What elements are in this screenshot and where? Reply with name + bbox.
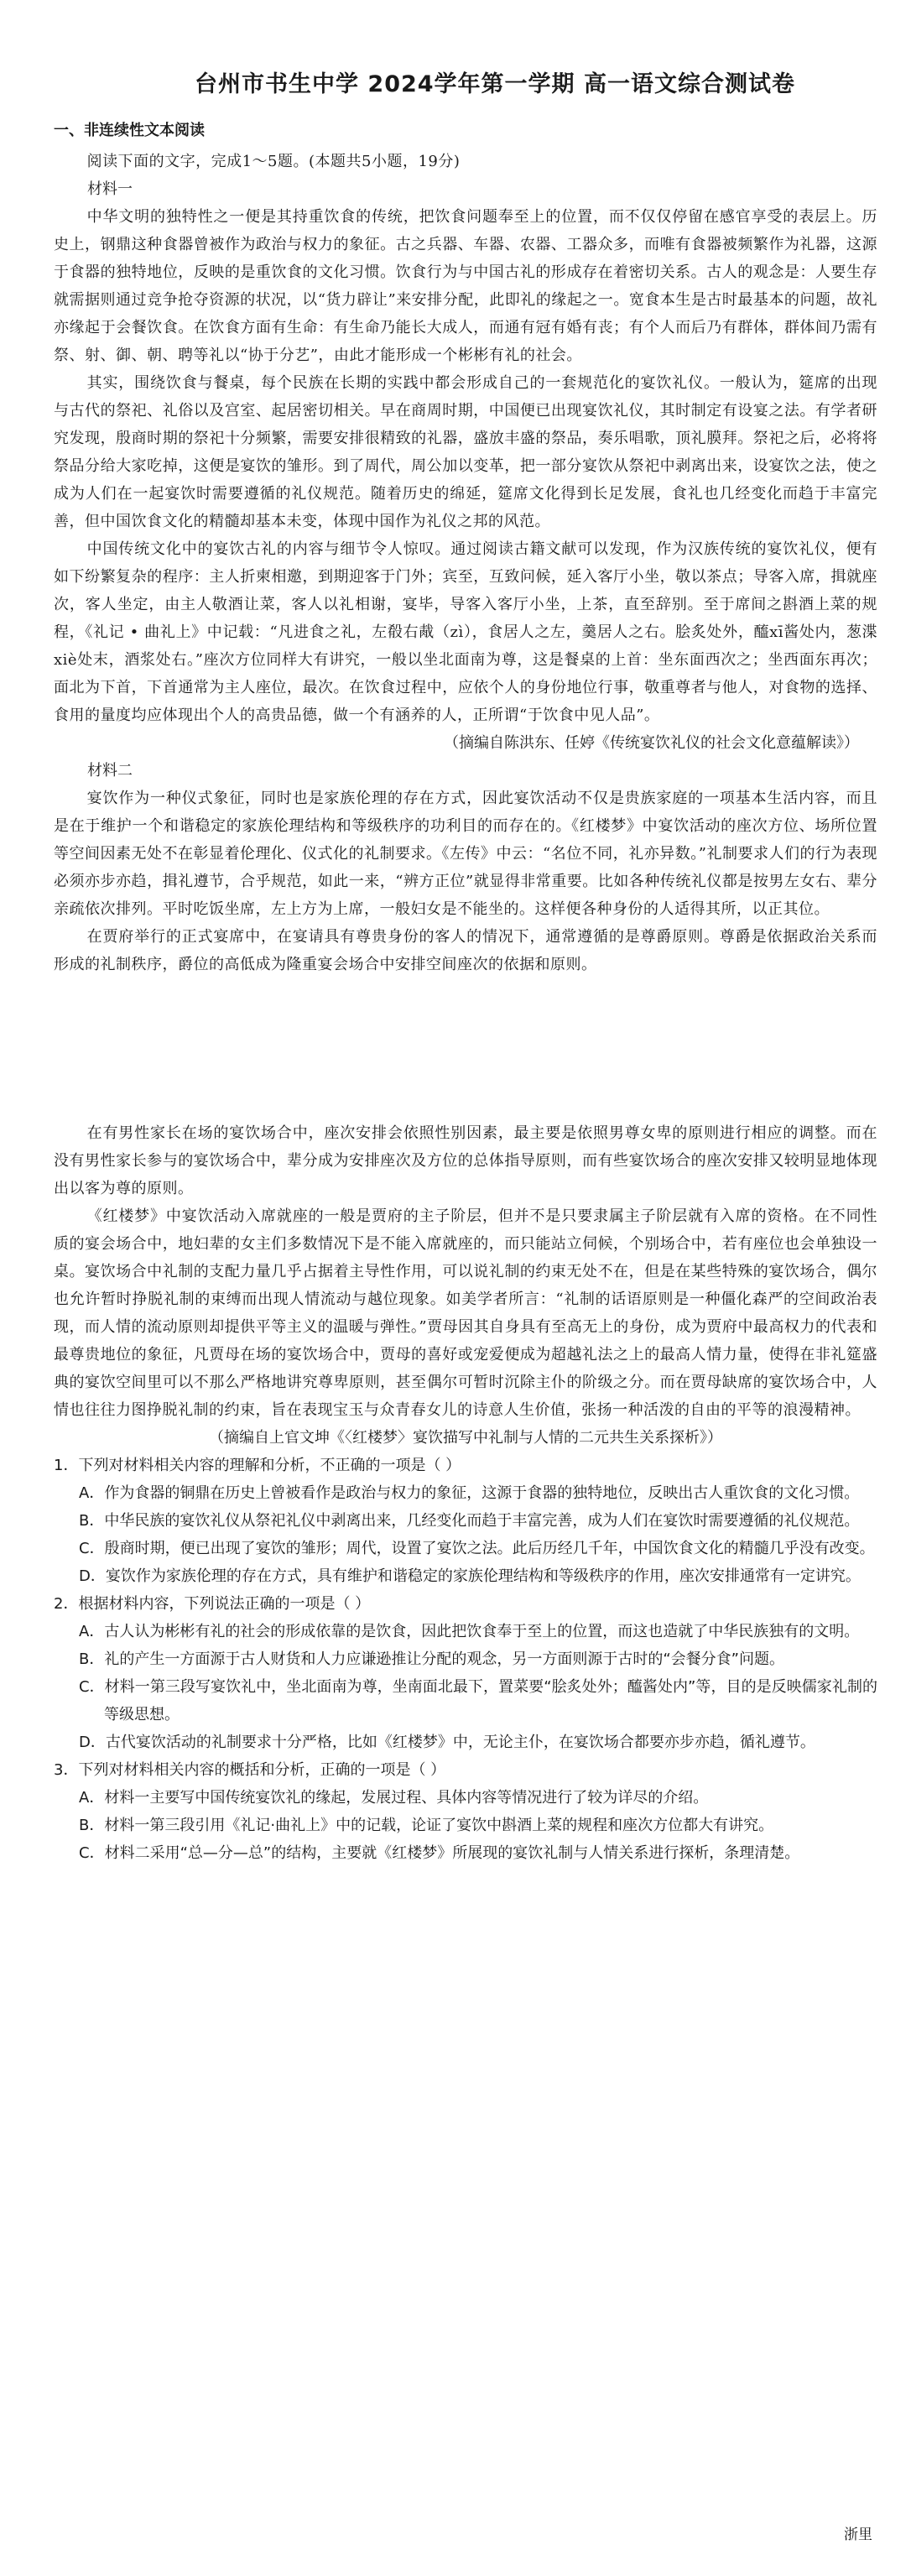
question-2 bbox=[54, 1590, 877, 1756]
material-two-paragraph: 宴饮作为一种仪式象征，同时也是家族伦理的存在方式，因此宴饮活动不仅是贵族家庭的一项基本生活内容，而且是在于维护一个和谐稳定的家族伦理结构和等级秩序的功利目的而存在的。《红楼梦》中宴饮活动的座次方位、场所位置等空间因素无处不在彰显着伦理化、仪式化的礼制要求。《左传》中云：“名位不同，礼亦异数。”礼制要求人们的行为表现必须亦步亦趋，揖礼遵节，合乎规范，如此一来，“辨方正位”就显得非常重要。比如各种传统礼仪都是按男左女右、辈分亲疏依次排列。平时吃饭坐席，左上方为上席，一般妇女是不能坐的。这样便各种身份的人适得其所，以正其位。 bbox=[54, 790, 877, 918]
question-option: C．材料一第三段写宴饮礼中，坐北面南为尊，坐南面北最下，置菜要“脍炙处外；醯酱处内”等，目的是反映儒家礼制的等级思想。 bbox=[79, 1678, 877, 1723]
section-heading: 一、非连续性文本阅读 bbox=[54, 122, 205, 139]
material-one-source: （摘编自陈洪东、任婷《传统宴饮礼仪的社会文化意蕴解读》） bbox=[444, 734, 859, 752]
material-one-label: 材料一 bbox=[87, 180, 133, 198]
question-option: A．古人认为彬彬有礼的社会的形成依靠的是饮食，因此把饮食奉于至上的位置，而这也造就了中华民族独有的文明。 bbox=[79, 1623, 860, 1640]
question-option: D．古代宴饮活动的礼制要求十分严格，比如《红楼梦》中，无论主仆，在宴饮场合都要亦步亦趋，循礼遵节。 bbox=[79, 1734, 815, 1751]
material-two-paragraph: 《红楼梦》中宴饮活动入席就座的一般是贾府的主子阶层，但并不是只要隶属主子阶层就有入席的资格。在不同性质的宴会场合中，地妇辈的女主们多数情况下是不能入席就座的，而只能站立伺候，个别场合中，若有座位也会单独设一桌。宴饮场合中礼制的支配力量几乎占据着主导性作用，可以说礼制的约束无处不在，但是在某些特殊的宴饮场合，偶尔也允许暂时挣脱礼制的束缚而出现人情流动与越位现象。如美学者所言：“礼制的话语原则是一种僵化森严的空间政治表现，而人情的流动原则却提供平等主义的温暖与弹性。”贾母因其自身具有至高无上的身份，成为贾府中最高权力的代表和最尊贵地位的象征，凡贾母在场的宴饮场合中，贾母的喜好或宠爱便成为超越礼法之上的最高人情力量，使得在非礼筵盛典的宴饮空间里可以不那么严格地讲究尊卑原则，甚至偶尔可暂时沉除主仆的阶级之分。而在贾母缺席的宴饮场合中，人情也往往力图挣脱礼制的约束，旨在表现宝玉与众青春女儿的诗意人生价值，张扬一种活泼的自由的平等的浪漫精神。 bbox=[54, 1207, 877, 1419]
question-option: B．材料一第三段引用《礼记·曲礼上》中的记载，论证了宴饮中斟酒上菜的规程和座次方位都大有讲究。 bbox=[79, 1817, 774, 1834]
material-one-paragraph: 中华文明的独特性之一便是其持重饮食的传统，把饮食问题奉至上的位置，而不仅仅停留在感官享受的表层上。历史上，钢鼎这种食器曾被作为政治与权力的象征。古之兵器、车器、农器、工器众多，而唯有食器被频繁作为礼器，这源于食器的独特地位，反映的是重饮食的文化习惯。饮食行为与中国古礼的形成存在着密切关系。古人的观念是：人要生存就需据则通过竞争抢夺资源的状况，以“货力辟让”来安排分配，此即礼的缘起之一。宽食本生是古时最基本的问题，故礼亦缘起于会餐饮食。在饮食方面有生命：有生命乃能长大成人，而通有冠有婚有丧；有个人而后乃有群体，群体间乃需有祭、射、御、朝、聘等礼以“协于分艺”，由此才能形成一个彬彬有礼的社会。 bbox=[54, 208, 877, 364]
question-option: A．作为食器的铜鼎在历史上曾被看作是政治与权力的象征，这源于食器的独特地位，反映出古人重饮食的文化习惯。 bbox=[79, 1484, 860, 1502]
question-option: C．殷商时期，便已出现了宴饮的雏形；周代，设置了宴饮之法。此后历经几千年，中国饮食文化的精髓几乎没有改变。 bbox=[79, 1540, 875, 1557]
question-option: A．材料一主要写中国传统宴饮礼的缘起，发展过程、具体内容等情况进行了较为详尽的介绍。 bbox=[79, 1789, 709, 1807]
question-stem: 3．下列对材料相关内容的概括和分析，正确的一项是（ ） bbox=[54, 1761, 446, 1779]
question-1 bbox=[54, 1452, 877, 1590]
material-two-paragraph: 在有男性家长在场的宴饮场合中，座次安排会依照性别因素，最主要是依照男尊女卑的原则进行相应的调整。而在没有男性家长参与的宴饮场合中，辈分成为安排座次及方位的总体指导原则，而有些宴饮场合的座次安排又较明显地体现出以客为尊的原则。 bbox=[54, 1124, 877, 1197]
material-two-paragraph: 在贾府举行的正式宴席中，在宴请具有尊贵身份的客人的情况下，通常遵循的是尊爵原则。尊爵是依据政治关系而形成的礼制秩序，爵位的高低成为隆重宴会场合中安排空间座次的依据和原则。 bbox=[54, 928, 877, 973]
question-option: D．宴饮作为家族伦理的存在方式，具有维护和谐稳定的家族伦理结构和等级秩序的作用，座次安排通常有一定讲究。 bbox=[79, 1567, 861, 1585]
material-two-label: 材料二 bbox=[87, 762, 133, 780]
exam-title: 台州市书生中学 2024学年第一学期 高一语文综合测试卷 bbox=[195, 71, 795, 97]
material-one-paragraph: 其实，围绕饮食与餐桌，每个民族在长期的实践中都会形成自己的一套规范化的宴饮礼仪。一般认为，筵席的出现与古代的祭祀、礼俗以及宫室、起居密切相关。早在商周时期，中国便已出现宴饮礼仪，其时制定有设宴之法。有学者研究发现，殷商时期的祭祀十分频繁，需要安排很精致的礼器，盛放丰盛的祭品，奏乐唱歌，顶礼膜拜。祭祀之后，必将将祭品分给大家吃掉，这便是宴饮的雏形。到了周代，周公加以变革，把一部分宴饮从祭祀中剥离出来，设宴饮之法，使之成为人们在一起宴饮时需要遵循的礼仪规范。随着历史的绵延，筵席文化得到长足发展，食礼也几经变化而趋于丰富完善，但中国饮食文化的精髓却基本未变，体现中国作为礼仪之邦的风范。 bbox=[54, 374, 877, 530]
question-option: C．材料二采用“总—分—总”的结构，主要就《红楼梦》所展现的宴饮礼制与人情关系进行探析，条理清楚。 bbox=[79, 1844, 800, 1862]
question-option: B．中华民族的宴饮礼仪从祭祀礼仪中剥离出来，几经变化而趋于丰富完善，成为人们在宴饮时需要遵循的礼仪规范。 bbox=[79, 1512, 860, 1530]
question-stem: 2．根据材料内容，下列说法正确的一项是（ ） bbox=[54, 1595, 371, 1613]
question-stem: 1．下列对材料相关内容的理解和分析，不正确的一项是（ ） bbox=[54, 1457, 461, 1474]
material-one-paragraph: 中国传统文化中的宴饮古礼的内容与细节令人惊叹。通过阅读古籍文献可以发现，作为汉族传统的宴饮礼仪，便有如下纷繁复杂的程序：主人折柬相邀，到期迎客于门外；宾至，互致问候，延入客厅小坐，敬以茶点；导客入席，揖就座次，客人坐定，由主人敬酒让菜，客人以礼相谢，宴毕，导客入客厅小坐，上茶，直至辞别。至于席间之斟酒上菜的规程，《礼记 • 曲礼上》中记载：“凡进食之礼，左殽右胾（zì），食居人之左，羹居人之右。脍炙处外，醯xī酱处内，葱渫xiè处末，酒浆处右。”座次方位同样大有讲究，一般以坐北面南为尊，这是餐桌的上首：坐东面西次之；坐西面东再次；面北为下首，下首通常为主人座位，最次。在饮食过程中，应依个人的身份地位行事，敬重尊者与他人，对食物的选择、食用的量度均应体现出个人的高贵品德，做一个有涵养的人，正所谓“于饮食中见人品”。 bbox=[54, 540, 877, 724]
material-two-source: （摘编自上官文坤《〈红楼梦〉宴饮描写中礼制与人情的二元共生关系探析》） bbox=[209, 1429, 722, 1447]
page-footer: 浙里 bbox=[844, 2526, 872, 2543]
page-break-gap bbox=[54, 978, 877, 1119]
question-option: B．礼的产生一方面源于古人财货和人力应谦逊推让分配的观念，另一方面则源于古时的“会餐分食”问题。 bbox=[79, 1650, 784, 1668]
reading-instruction: 阅读下面的文字，完成1～5题。(本题共5小题，19分) bbox=[86, 153, 461, 170]
question-3 bbox=[54, 1756, 877, 1867]
